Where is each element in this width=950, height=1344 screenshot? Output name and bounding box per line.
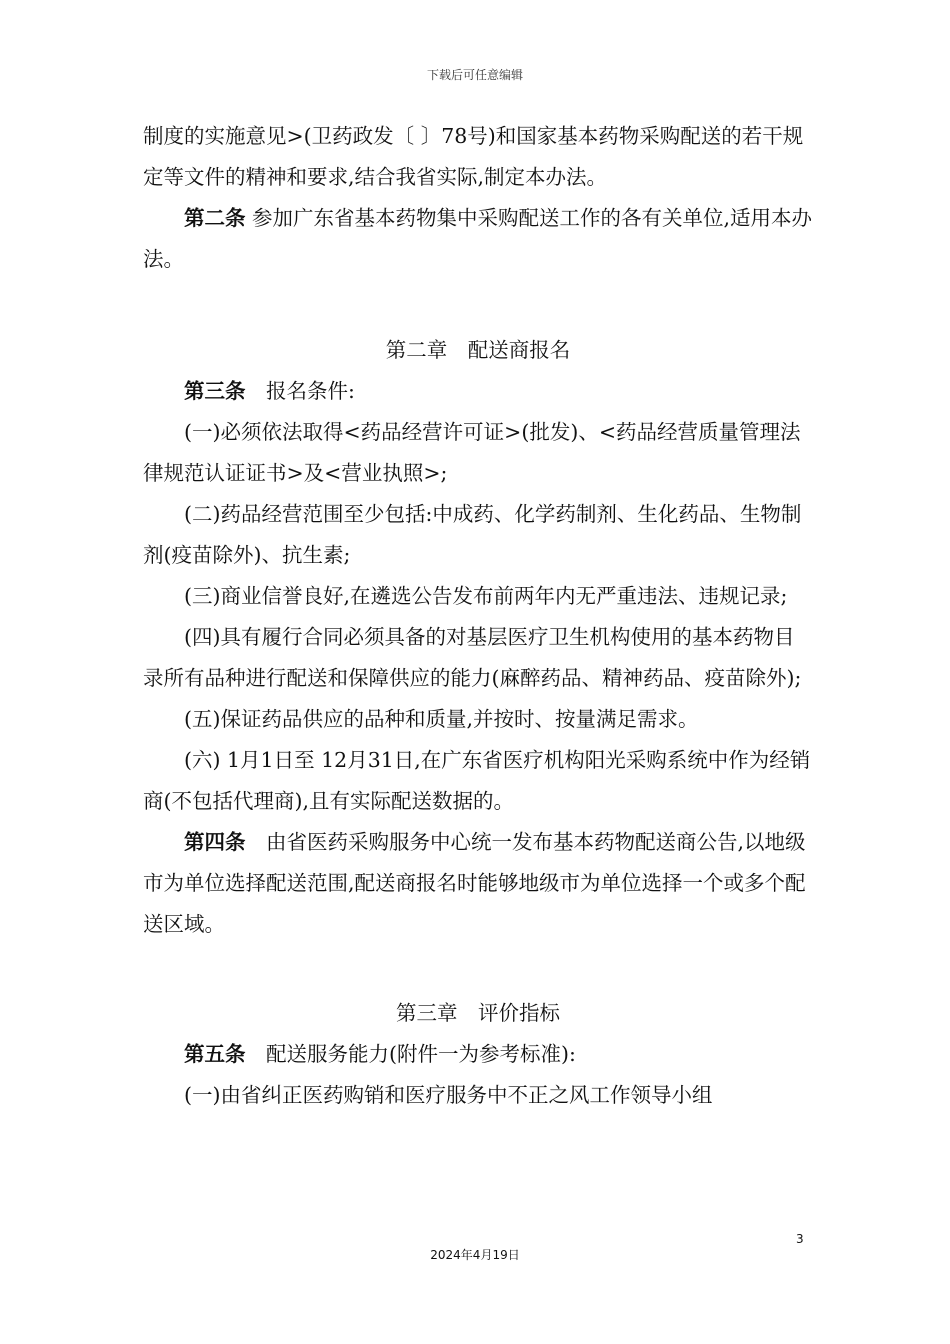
article-text: 由省医药采购服务中心统一发布基本药物配送商公告,以地级市为单位选择配送范围,配送商报名时能够地级市为单位选择一个或多个配送区域。 xyxy=(143,830,806,936)
list-item: (一)必须依法取得<药品经营许可证>(批发)、<药品经营质量管理法律规范认证证书>及<营业执照>; xyxy=(143,420,801,485)
article-2 xyxy=(143,198,813,280)
footer-date: 2024年4月19日 xyxy=(430,1248,520,1262)
list-item: (三)商业信誉良好,在遴选公告发布前两年内无严重违法、违规记录; xyxy=(184,584,788,608)
list-item: (二)药品经营范围至少包括:中成药、化学药制剂、生化药品、生物制剂(疫苗除外)、抗生素; xyxy=(143,502,802,567)
article-5 xyxy=(143,1034,813,1075)
article-label: 第三条 xyxy=(184,379,246,403)
paragraph-intro: 制度的实施意见>(卫药政发〔 〕78号)和国家基本药物采购配送的若干规定等文件的精神和要求,结合我省实际,制定本办法。 xyxy=(143,124,804,189)
page-number: 3 xyxy=(796,1232,804,1246)
chapter-heading-3: 第三章 评价指标 xyxy=(396,1001,560,1025)
list-item: (六) 1月1日至 12月31日,在广东省医疗机构阳光采购系统中作为经销商(不包括代理商),且有实际配送数据的。 xyxy=(143,748,811,813)
article-text: 报名条件: xyxy=(245,379,355,403)
chapter-heading-2: 第二章 配送商报名 xyxy=(385,338,571,362)
page-header: 下载后可任意编辑 xyxy=(426,68,523,82)
article-text: 配送服务能力(附件一为参考标准): xyxy=(245,1042,576,1066)
list-item: (一)由省纠正医药购销和医疗服务中不正之风工作领导小组 xyxy=(184,1083,713,1107)
article-label: 第四条 xyxy=(184,830,246,854)
article-3 xyxy=(143,371,813,412)
article-4 xyxy=(143,822,813,945)
article-text: 参加广东省基本药物集中采购配送工作的各有关单位,适用本办法。 xyxy=(143,206,813,271)
spacer xyxy=(143,280,813,330)
article-label: 第二条 xyxy=(184,206,246,230)
list-item: (四)具有履行合同必须具备的对基层医疗卫生机构使用的基本药物目录所有品种进行配送和保障供应的能力(麻醉药品、精神药品、疫苗除外); xyxy=(143,625,802,690)
document-body xyxy=(143,116,813,1116)
article-label: 第五条 xyxy=(184,1042,246,1066)
list-item: (五)保证药品供应的品种和质量,并按时、按量满足需求。 xyxy=(184,707,699,731)
spacer xyxy=(143,945,813,993)
